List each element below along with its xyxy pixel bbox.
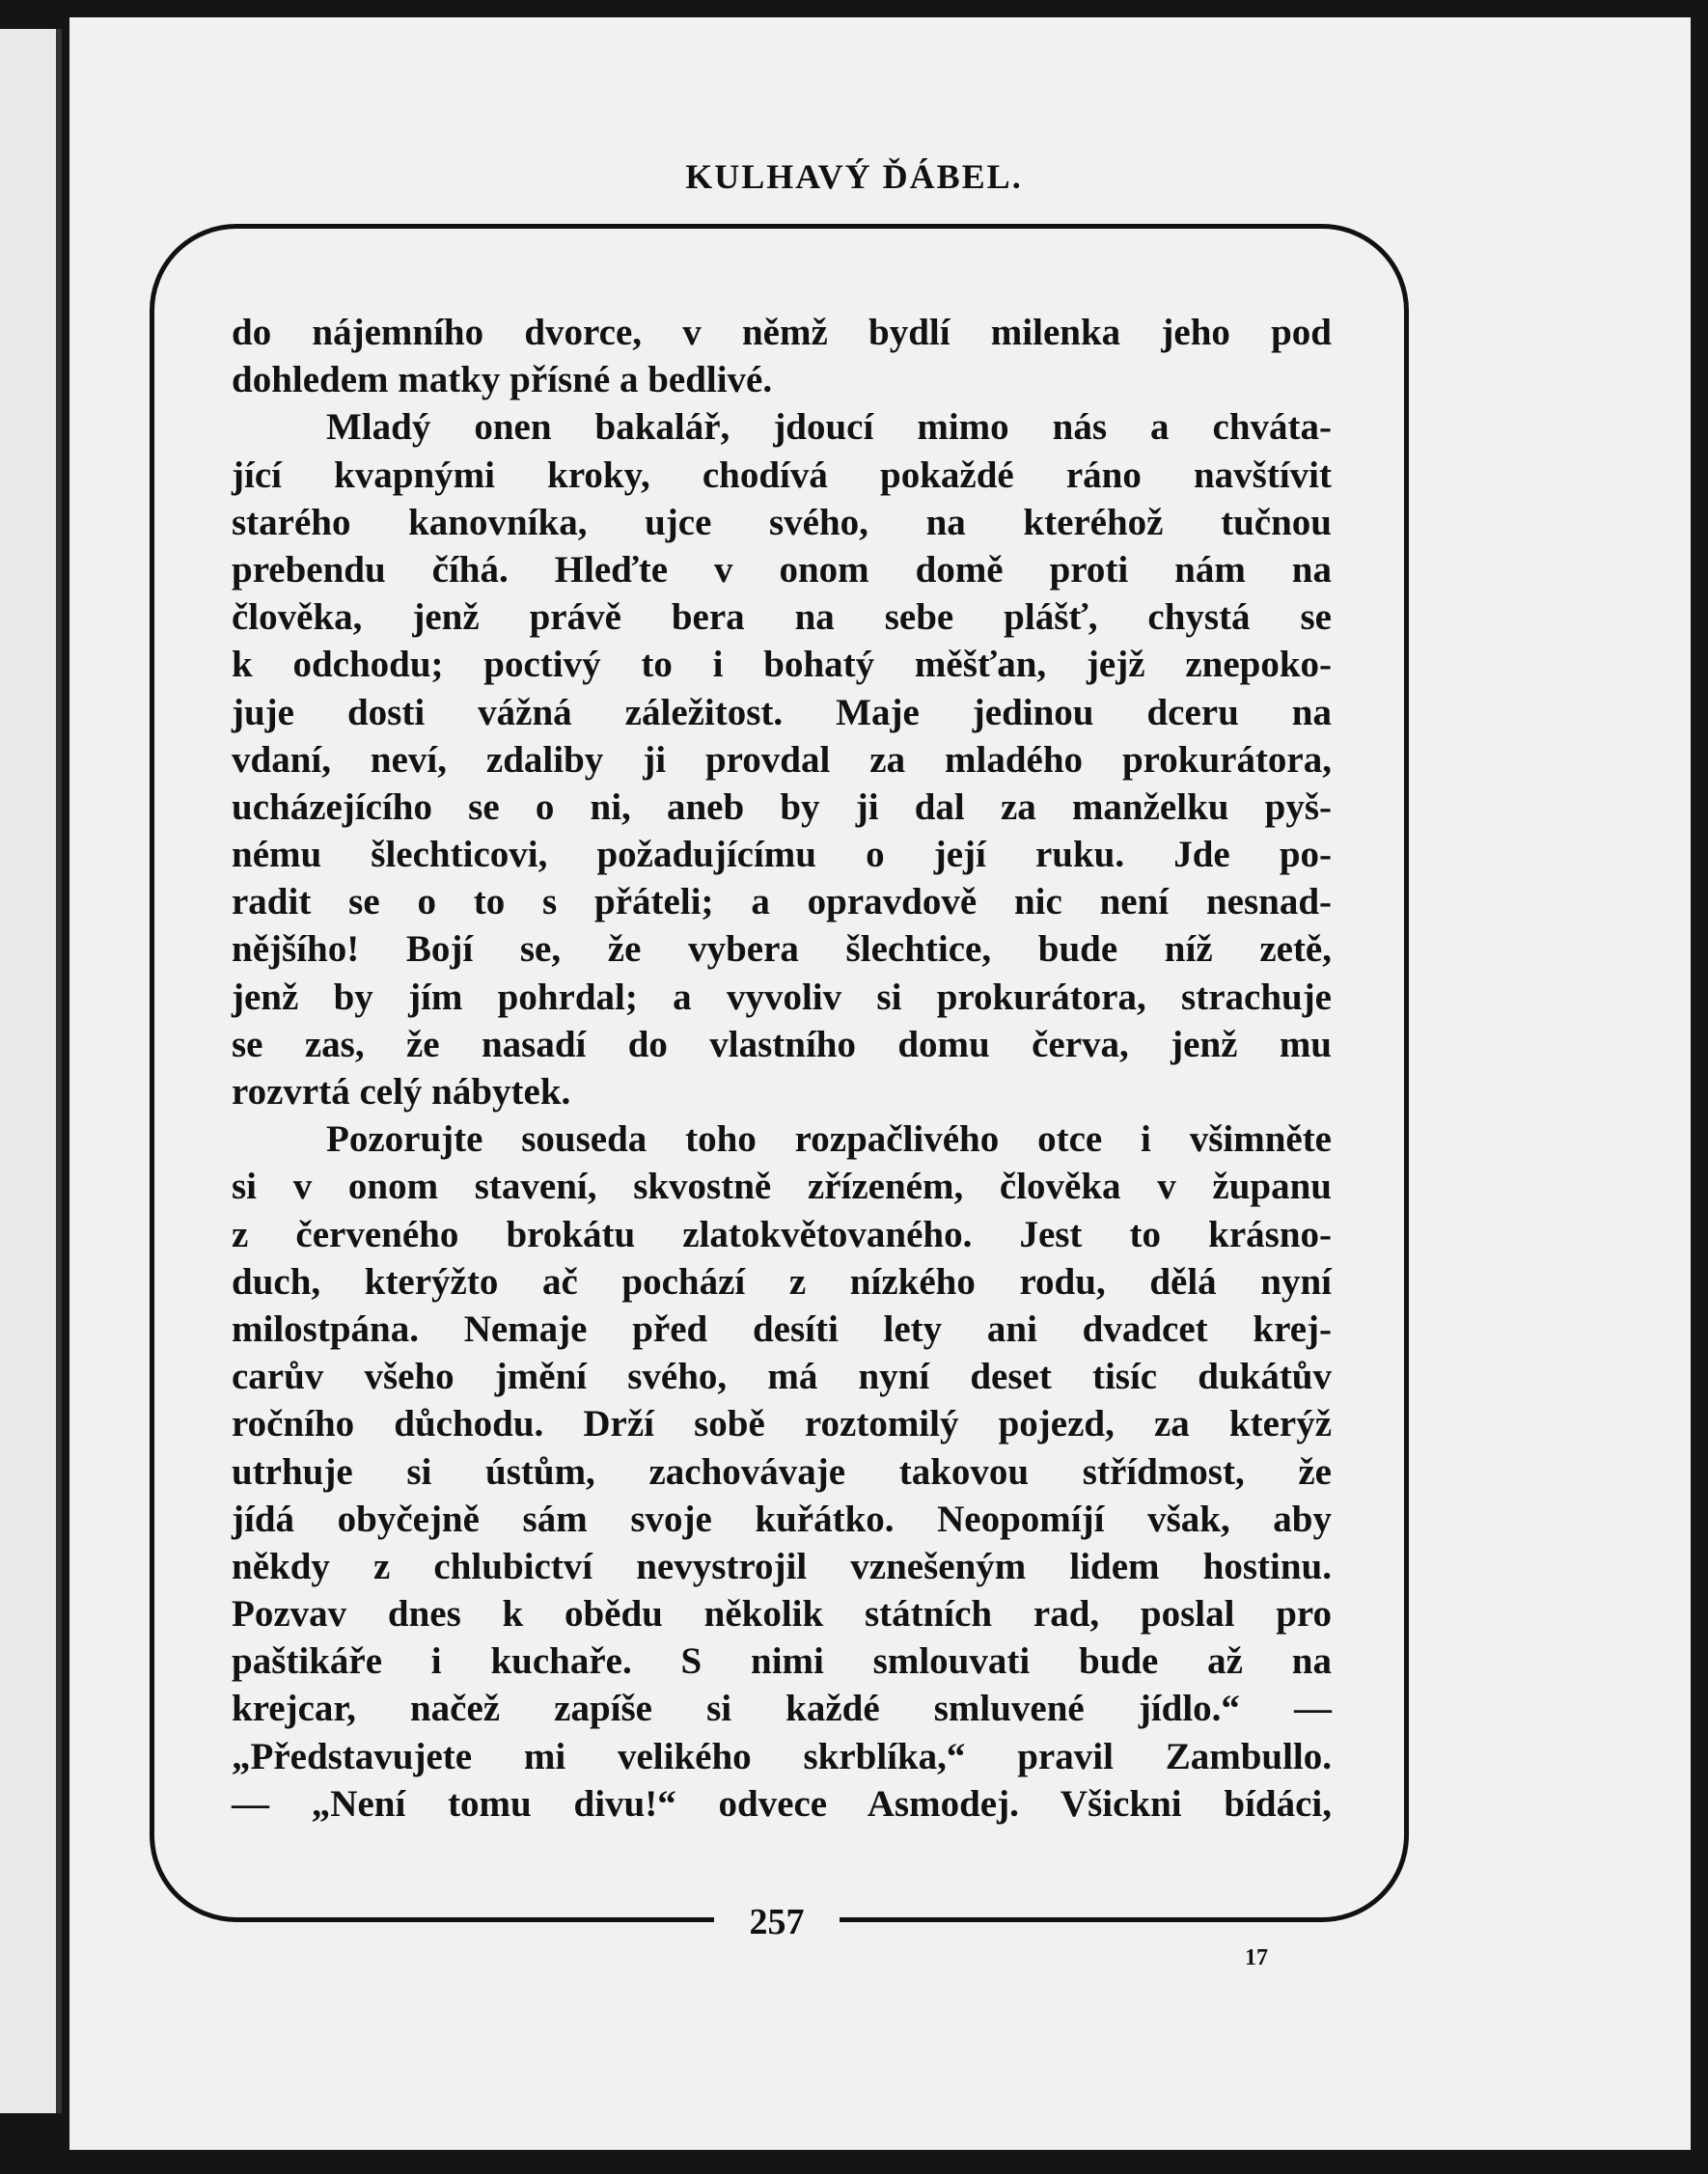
text-line: dohledem matky přísné a bedlivé. [232, 359, 773, 401]
text-line: do nájemního dvorce, v němž bydlí milenka jeho pod [232, 312, 1332, 353]
text-line: „Představujete mi velikého skrblíka,“ pravil Zambullo. [232, 1735, 1332, 1777]
text-line: nějšího! Bojí se, že vybera šlechtice, bude níž zetě, [232, 928, 1332, 971]
text-line: duch, kterýžto ač pochází z nízkého rodu, dělá nyní [232, 1260, 1332, 1303]
text-line: k odchodu; poctivý to i bohatý měšťan, jejž znepoko- [232, 644, 1332, 686]
text-line: krejcar, načež zapíše si každé smluvené jídlo.“ — [232, 1688, 1332, 1730]
text-line: ročního důchodu. Drží sobě roztomilý pojezd, za kterýž [232, 1403, 1332, 1445]
text-line: jídá obyčejně sám svoje kuřátko. Neopomíjí však, aby [232, 1498, 1332, 1540]
text-line: carův všeho jmění svého, má nyní deset tisíc dukátův [232, 1356, 1332, 1398]
text-line: jící kvapnými kroky, chodívá pokaždé ráno navštívit [232, 454, 1332, 496]
body-text [232, 309, 1332, 1828]
text-line: prebendu číhá. Hleďte v onom domě proti nám na [232, 548, 1332, 591]
text-line: Mladý onen bakalář, jdoucí mimo nás a chváta- [326, 406, 1332, 449]
running-title: KULHAVÝ ĎÁBEL. [685, 157, 1023, 196]
text-line: jenž by jím pohrdal; a vyvoliv si prokurátora, strachuje [232, 976, 1332, 1018]
adjacent-page-edge [0, 29, 62, 2113]
text-line: juje dosti vážná záležitost. Maje jedinou dceru na [232, 691, 1332, 733]
text-line: Pozorujte souseda toho rozpačlivého otce i všimněte [326, 1118, 1332, 1161]
text-line: z červeného brokátu zlatokvětovaného. Jest to krásno- [232, 1213, 1332, 1255]
text-line: si v onom stavení, skvostně zřízeném, člověka v županu [232, 1166, 1332, 1208]
text-line: Pozvav dnes k obědu několik státních rad, poslal pro [232, 1593, 1332, 1636]
text-line: nému šlechticovi, požadujícímu o její ruku. Jde po- [232, 834, 1332, 876]
text-line: milostpána. Nemaje před desíti lety ani dvadcet krej- [232, 1307, 1332, 1350]
text-line: vdaní, neví, zdaliby ji provdal za mladého prokurátora, [232, 738, 1332, 781]
text-line: radit se o to s přáteli; a opravdově nic není nesnad- [232, 881, 1332, 923]
text-line: utrhuje si ústům, zachovávaje takovou střídmost, že [232, 1450, 1332, 1493]
signature-mark: 17 [1245, 1945, 1268, 1970]
text-line: starého kanovníka, ujce svého, na kteréhož tučnou [232, 501, 1332, 543]
text-line: někdy z chlubictví nevystrojil vznešeným lidem hostinu. [232, 1545, 1332, 1587]
text-line: paštikáře i kuchaře. S nimi smlouvati bude až na [232, 1640, 1332, 1683]
text-line: rozvrtá celý nábytek. [232, 1071, 571, 1113]
text-line: člověka, jenž právě bera na sebe plášť, chystá se [232, 596, 1332, 639]
text-line: — „Není tomu divu!“ odvece Asmodej. Všickni bídáci, [232, 1782, 1332, 1825]
page-number: 257 [749, 1902, 805, 1942]
text-line: se zas, že nasadí do vlastního domu červa, jenž mu [232, 1023, 1332, 1065]
text-line: ucházejícího se o ni, aneb by ji dal za manželku pyš- [232, 785, 1332, 828]
